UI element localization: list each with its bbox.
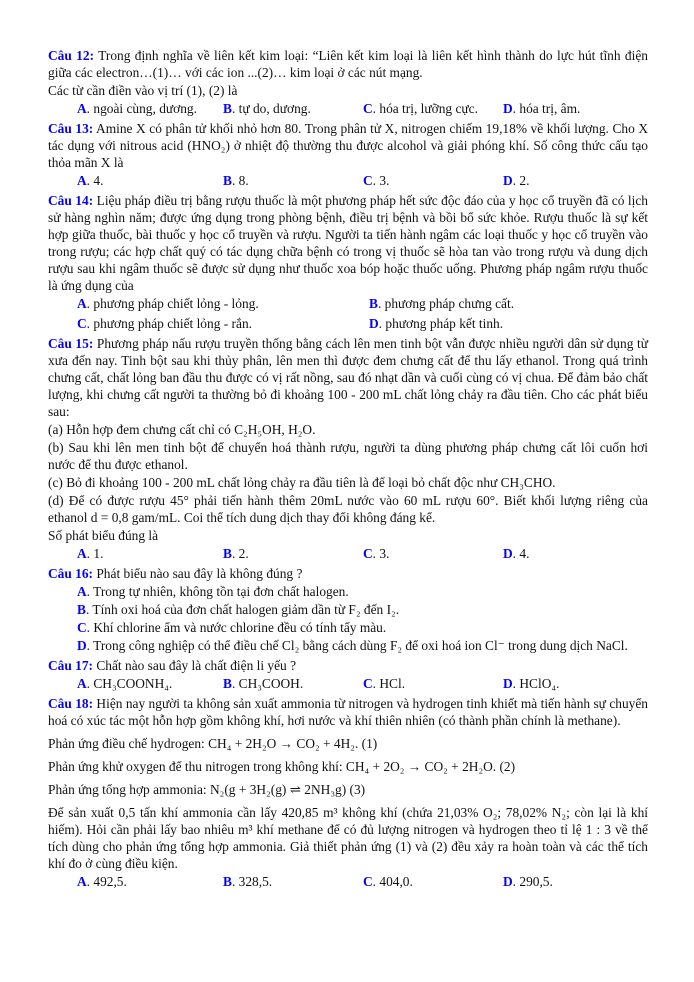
option-letter: D xyxy=(369,316,379,331)
option-letter: A xyxy=(77,101,87,116)
option-letter: D xyxy=(503,676,513,691)
option: A. 4. xyxy=(77,173,104,188)
option: D. Trong công nghiệp có thể điều chế Cl₂ bằng cách dùng F₂ để oxi hoá ion Cl⁻ trong dung dịch NaCl. xyxy=(77,638,628,653)
option: C. Khí chlorine ẩm và nước chlorine đều có tính tẩy màu. xyxy=(77,620,387,635)
question-intro: Câu 16: Phát biểu nào sau đây là không đúng ? xyxy=(48,566,303,581)
option-letter: C xyxy=(363,546,373,561)
option: C. phương pháp chiết lỏng - rắn. xyxy=(77,316,252,331)
question-block xyxy=(48,47,648,117)
option-letter: C xyxy=(363,101,373,116)
options-row xyxy=(48,172,648,189)
options-row xyxy=(48,295,648,332)
question-number: Câu 13: xyxy=(48,121,94,136)
option-letter: A xyxy=(77,173,87,188)
option-letter: B xyxy=(223,173,232,188)
option: D. 4. xyxy=(503,546,530,561)
options-row xyxy=(48,100,648,117)
question-paragraph: Để sản xuất 0,5 tấn khí ammonia cần lấy 420,85 m³ không khí (chứa 21,03% O₂; 78,02% N₂; còn lại là khí hiếm). Hỏi cần phải lấy bao nhiêu m³ khí methane để có đủ lượng nitrogen và hydrogen theo tỉ lệ 1 : 3 về thể tích dùng cho phản ứng tổng hợp ammonia. Giả thiết phản ứng (1) và (2) đều xảy ra hoàn toàn và các thể tích khí đo ở cùng điều kiện. xyxy=(48,805,648,871)
option-letter: C xyxy=(363,676,373,691)
option: D. phương pháp kết tinh. xyxy=(369,316,504,331)
question-intro: Câu 13: Amine X có phân tử khối nhỏ hơn 80. Trong phân tử X, nitrogen chiếm 19,18% về khối lượng. Cho X tác dụng với nitrous acid (HNO₂) ở nhiệt độ thường thu được alcohol và giải phóng khí. Số công thức cấu tạo thỏa mãn X là xyxy=(48,121,649,170)
question-number: Câu 12: xyxy=(48,48,95,63)
option-letter: A xyxy=(77,676,87,691)
option-letter: A xyxy=(77,584,87,599)
option-letter: B xyxy=(223,546,232,561)
option: B. tự do, dương. xyxy=(223,101,311,116)
option-letter: D xyxy=(77,638,87,653)
option: A. ngoài cùng, dương. xyxy=(77,101,197,116)
option: D. hóa trị, âm. xyxy=(503,101,581,116)
question-block xyxy=(48,695,648,890)
option-letter: A xyxy=(77,296,87,311)
option-letter: A xyxy=(77,546,87,561)
question-paragraph: Phản ứng khử oxygen để thu nitrogen trong không khí: CH₄ + 2O₂ → CO₂ + 2H₂O. (2) xyxy=(48,759,516,774)
option-letter: C xyxy=(77,316,87,331)
question-paragraph: Phản ứng điều chế hydrogen: CH₄ + 2H₂O → CO₂ + 4H₂. (1) xyxy=(48,736,378,751)
option: B. 328,5. xyxy=(223,874,273,889)
question-block xyxy=(48,120,648,189)
question-intro: Câu 14: Liệu pháp điều trị bằng rượu thuốc là một phương pháp hết sức độc đáo của y học cổ truyền đã có lịch sử hàng nghìn năm; được ứng dụng trong phòng bệnh, điều trị bệnh và bồi bổ sức khỏe. Rượu thuốc là sự kết hợp giữa thuốc, bài thuốc y học cổ truyền và rượu. Người ta tiến hành ngâm các loại thuốc y học cổ truyền vào trong rượu; các hợp chất quý có tác dụng chữa bệnh có trong vị thuốc sẽ hòa tan vào trong rượu và dung dịch rượu sau khi ngâm thuốc sẽ được sử dụng như thuốc xoa bóp hoặc thuốc uống. Phương pháp ngâm rượu thuốc là ứng dụng của xyxy=(48,193,648,293)
exam-questions xyxy=(48,47,648,890)
question-paragraph: Số phát biểu đúng là xyxy=(48,528,159,543)
option: C. 404,0. xyxy=(363,874,413,889)
question-number: Câu 17: xyxy=(48,658,94,673)
question-paragraph: Phản ứng tổng hợp ammonia: N₂(g + 3H₂(g) ⇌ 2NH₃g) (3) xyxy=(48,782,366,797)
question-intro: Câu 18: Hiện nay người ta không sản xuất ammonia từ nitrogen và hydrogen tinh khiết mà tiến hành sự chuyển hoá có xúc tác một hỗn hợp gồm không khí, hơi nước và khí thiên nhiên (có thành phần chính là methane). xyxy=(48,696,648,728)
option: B. phương pháp chưng cất. xyxy=(369,296,515,311)
question-paragraph: (c) Bỏ đi khoảng 100 - 200 mL chất lỏng chảy ra đầu tiên là để loại bỏ chất độc như CH₃CHO. xyxy=(48,475,556,490)
question-number: Câu 16: xyxy=(48,566,94,581)
option-letter: C xyxy=(363,173,373,188)
question-intro: Câu 12: Trong định nghĩa về liên kết kim loại: “Liên kết kim loại là liên kết hình thành do lực hút tĩnh điện giữa các electron…(1)… với các ion ...(2)… kim loại ở các nút mạng. xyxy=(48,48,648,80)
question-paragraph: (d) Để có được rượu 45° phải tiến hành thêm 20mL nước vào 60 mL rượu 60°. Biết khối lượng riêng của ethanol d = 0,8 gam/mL. Coi thể tích dung dịch thay đổi không đáng kể. xyxy=(48,493,648,525)
option: C. 3. xyxy=(363,173,390,188)
option: C. hóa trị, lưỡng cực. xyxy=(363,101,478,116)
option: C. HCl. xyxy=(363,676,406,691)
option: A. 492,5. xyxy=(77,874,127,889)
options-row xyxy=(48,675,648,692)
option-letter: D xyxy=(503,173,513,188)
option-letter: C xyxy=(363,874,373,889)
option: D. 290,5. xyxy=(503,874,553,889)
question-intro: Câu 17: Chất nào sau đây là chất điện li yếu ? xyxy=(48,658,297,673)
question-number: Câu 14: xyxy=(48,193,94,208)
question-paragraph: Các từ cần điền vào vị trí (1), (2) là xyxy=(48,83,238,98)
option-letter: D xyxy=(503,874,513,889)
option-letter: D xyxy=(503,101,513,116)
option: B. 8. xyxy=(223,173,249,188)
options-row xyxy=(48,873,648,890)
question-paragraph: (b) Sau khi lên men tinh bột để chuyển hoá thành rượu, người ta dùng phương pháp chưng cất lôi cuốn hơi nước để thu được ethanol. xyxy=(48,440,648,472)
option: A. Trong tự nhiên, không tồn tại đơn chất halogen. xyxy=(77,584,349,599)
question-number: Câu 18: xyxy=(48,696,94,711)
option-letter: B xyxy=(223,676,232,691)
option: B. 2. xyxy=(223,546,249,561)
option-letter: B xyxy=(77,602,86,617)
option: A. phương pháp chiết lỏng - lỏng. xyxy=(77,296,259,311)
option-letter: B xyxy=(223,101,232,116)
option: D. 2. xyxy=(503,173,530,188)
option-letter: B xyxy=(369,296,378,311)
option: B. CH₃COOH. xyxy=(223,676,304,691)
option-letter: D xyxy=(503,546,513,561)
question-block xyxy=(48,657,648,692)
question-paragraph: (a) Hỗn hợp đem chưng cất chỉ có C₂H₅OH, H₂O. xyxy=(48,422,316,437)
option: B. Tính oxi hoá của đơn chất halogen giảm dần từ F₂ đến I₂. xyxy=(77,602,400,617)
question-block xyxy=(48,192,648,332)
option: D. HClO₄. xyxy=(503,676,560,691)
question-intro: Câu 15: Phương pháp nấu rượu truyền thống bằng cách lên men tinh bột vẫn được nhiều người dân sử dụng từ xưa đến nay. Tinh bột sau khi thủy phân, lên men thì được đem chưng cất để thu lấy ethanol. Trong quá trình chưng cất, chất lỏng ban đầu thu được có vị rất nồng, sau đó nhạt dần và cuối cùng có vị chua. Để đảm bảo chất lượng, khi chưng cất người ta thường bỏ đi khoảng 100 - 200 mL chất lỏng chảy ra đầu tiên. Cho các phát biểu sau: xyxy=(48,336,648,419)
question-block xyxy=(48,565,648,654)
option: A. 1. xyxy=(77,546,104,561)
option-letter: B xyxy=(223,874,232,889)
option-letter: A xyxy=(77,874,87,889)
option-letter: C xyxy=(77,620,87,635)
question-block xyxy=(48,335,648,562)
option: C. 3. xyxy=(363,546,390,561)
option: A. CH₃COONH₄. xyxy=(77,676,173,691)
question-number: Câu 15: xyxy=(48,336,94,351)
options-row xyxy=(48,545,648,562)
